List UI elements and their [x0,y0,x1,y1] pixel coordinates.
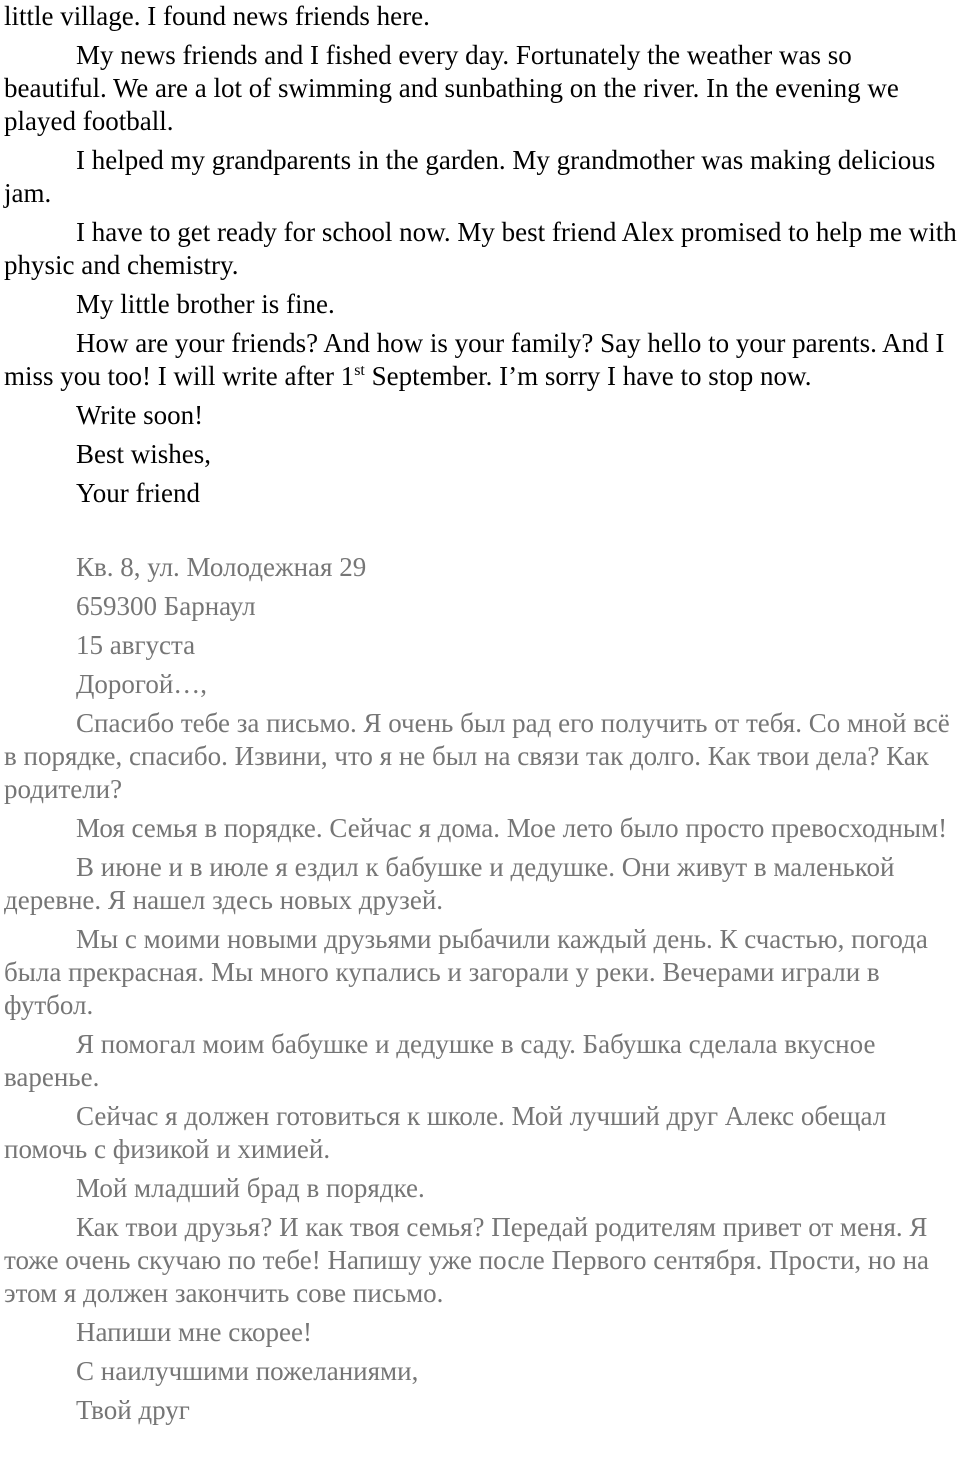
english-paragraph-text: September. I’m sorry I have to stop now. [364,361,812,391]
russian-letter [4,551,958,1427]
closing-write-soon: Напиши мне скорее! [76,1317,312,1347]
closing-write-soon: Write soon! [76,400,204,430]
letter-date: 15 августа [76,630,196,660]
russian-paragraph: Сейчас я должен готовиться к школе. Мой лучший друг Алекс обещал помочь с физикой и химией. [4,1101,887,1164]
address-line: 659300 Барнаул [76,591,256,621]
ordinal-suffix: st [354,362,365,379]
closing-best-wishes: Best wishes, [76,439,211,469]
russian-paragraph: Мой младший брад в порядке. [76,1173,425,1203]
russian-paragraph: В июне и в июле я ездил к бабушке и дедушке. Они живут в маленькой деревне. Я нашел здесь новых друзей. [4,852,895,915]
address-line: Кв. 8, ул. Молодежная 29 [76,552,367,582]
closing-signature: Your friend [76,478,201,508]
english-paragraph [4,327,958,393]
english-paragraph: My little brother is fine. [76,289,335,319]
russian-paragraph: Как твои друзья? И как твоя семья? Передай родителям привет от меня. Я тоже очень скучаю по тебе! Напишу уже после Первого сентября. Прости, но на этом я должен закончить сове письмо. [4,1212,930,1308]
closing-best-wishes: С наилучшими пожеланиями, [76,1356,419,1386]
english-paragraph: I have to get ready for school now. My best friend Alex promised to help me with physic and chemistry. [4,217,957,280]
closing-signature: Твой друг [76,1395,190,1425]
russian-paragraph: Спасибо тебе за письмо. Я очень был рад его получить от тебя. Со мной всё в порядке, спасибо. Извини, что я не был на связи так долго. Как твои дела? Как родители? [4,708,950,804]
english-letter [4,0,958,510]
english-paragraph: little village. I found news friends here. [4,1,430,31]
english-paragraph: My news friends and I fished every day. Fortunately the weather was so beautiful. We are a lot of swimming and sunbathing on the river. In the evening we played football. [4,40,899,136]
russian-paragraph: Моя семья в порядке. Сейчас я дома. Мое лето было просто превосходным! [76,813,948,843]
english-paragraph-text: How are your friends? And how is your family? Say hello to your parents. And I miss you too! I will write after 1 [4,328,945,391]
letter-greeting: Дорогой…, [76,669,208,699]
russian-paragraph: Я помогал моим бабушке и дедушке в саду. Бабушка сделала вкусное варенье. [4,1029,876,1092]
russian-paragraph: Мы с моими новыми друзьями рыбачили каждый день. К счастью, погода была прекрасная. Мы много купались и загорали у реки. Вечерами играли в футбол. [4,924,928,1020]
english-paragraph: I helped my grandparents in the garden. My grandmother was making delicious jam. [4,145,936,208]
